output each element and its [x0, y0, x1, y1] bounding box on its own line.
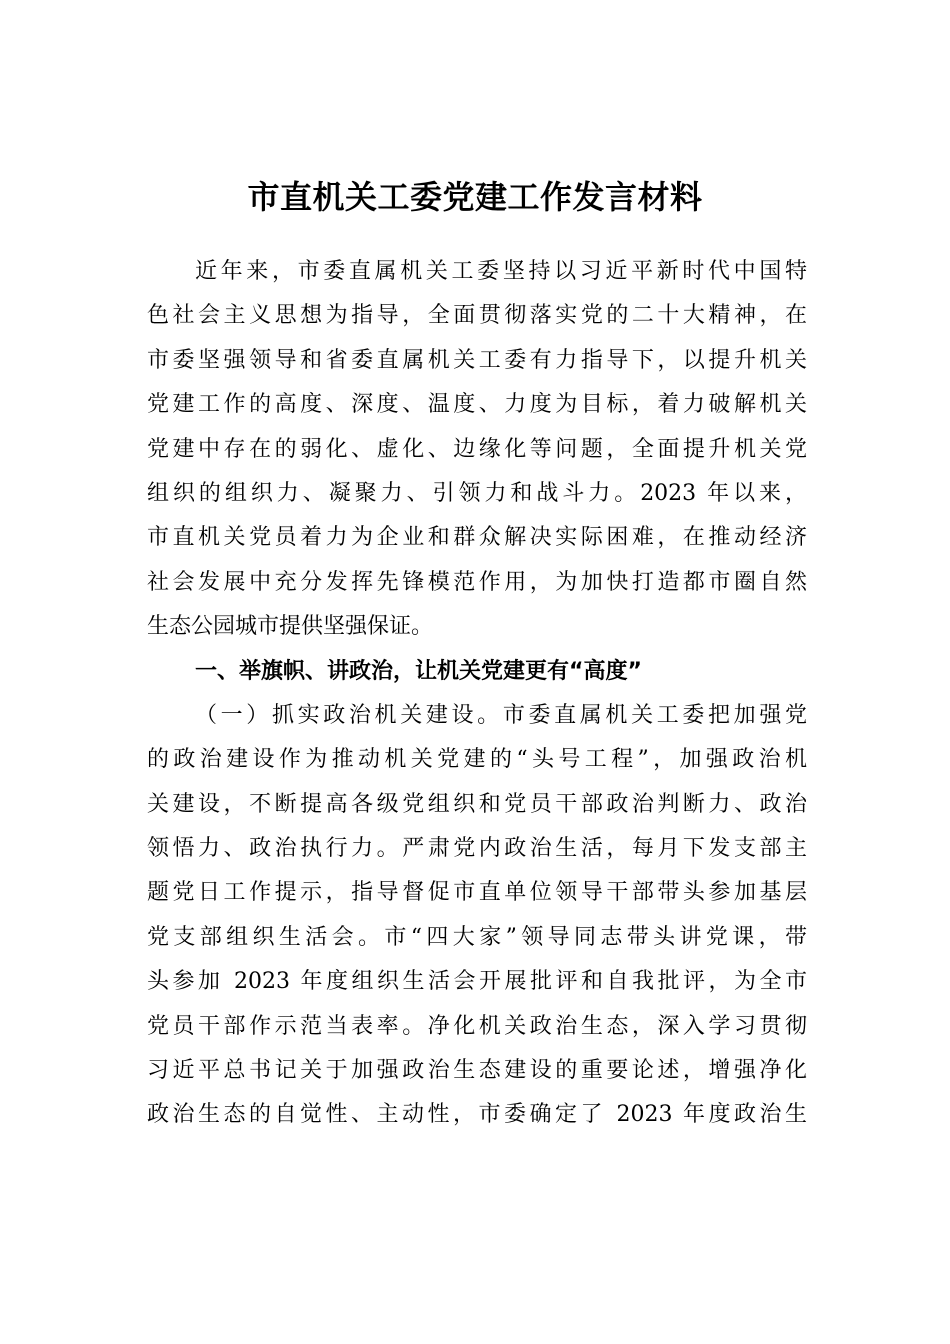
document-body: [147, 250, 807, 1138]
paragraph-line: 党支部组织生活会。市“四大家”领导同志带头讲党课，带: [147, 924, 807, 950]
paragraph-line: 关建设，不断提高各级党组织和党员干部政治判断力、政治: [147, 791, 807, 817]
paragraph-line: 近年来，市委直属机关工委坚持以习近平新时代中国特: [195, 259, 807, 284]
paragraph-line: 色社会主义思想为指导，全面贯彻落实党的二十大精神，在: [147, 303, 807, 329]
paragraph-line: 的政治建设作为推动机关党建的“头号工程”，加强政治机: [147, 747, 807, 773]
paragraph-line: 市委坚强领导和省委直属机关工委有力指导下，以提升机关: [147, 347, 807, 373]
paragraph-line: 党员干部作示范当表率。净化机关政治生态，深入学习贯彻: [147, 1013, 807, 1039]
paragraph-line: 政治生态的自觉性、主动性，市委确定了 2023 年度政治生: [147, 1102, 807, 1128]
paragraph-line: 党建工作的高度、深度、温度、力度为目标，着力破解机关: [147, 392, 807, 418]
paragraph-line: 习近平总书记关于加强政治生态建设的重要论述，增强净化: [147, 1058, 807, 1084]
paragraph-line: 头参加 2023 年度组织生活会开展批评和自我批评，为全市: [147, 969, 807, 995]
paragraph-line: 社会发展中充分发挥先锋模范作用，为加快打造都市圈自然: [147, 569, 807, 595]
paragraph-line: 市直机关党员着力为企业和群众解决实际困难，在推动经济: [147, 525, 807, 551]
document-title: 市直机关工委党建工作发言材料: [247, 178, 703, 216]
paragraph-line: 领悟力、政治执行力。严肃党内政治生活，每月下发支部主: [147, 836, 807, 862]
paragraph-line: 题党日工作提示，指导督促市直单位领导干部带头参加基层: [147, 880, 807, 906]
paragraph-line: 生态公园城市提供坚强保证。: [147, 614, 434, 640]
section-heading: 一、举旗帜、讲政治，让机关党建更有“高度”: [195, 658, 642, 684]
paragraph-line: 组织的组织力、凝聚力、引领力和战斗力。2023 年以来，: [147, 480, 807, 506]
paragraph-line: （一）抓实政治机关建设。市委直属机关工委把加强党: [195, 702, 807, 728]
paragraph-line: 党建中存在的弱化、虚化、边缘化等问题，全面提升机关党: [147, 436, 807, 462]
